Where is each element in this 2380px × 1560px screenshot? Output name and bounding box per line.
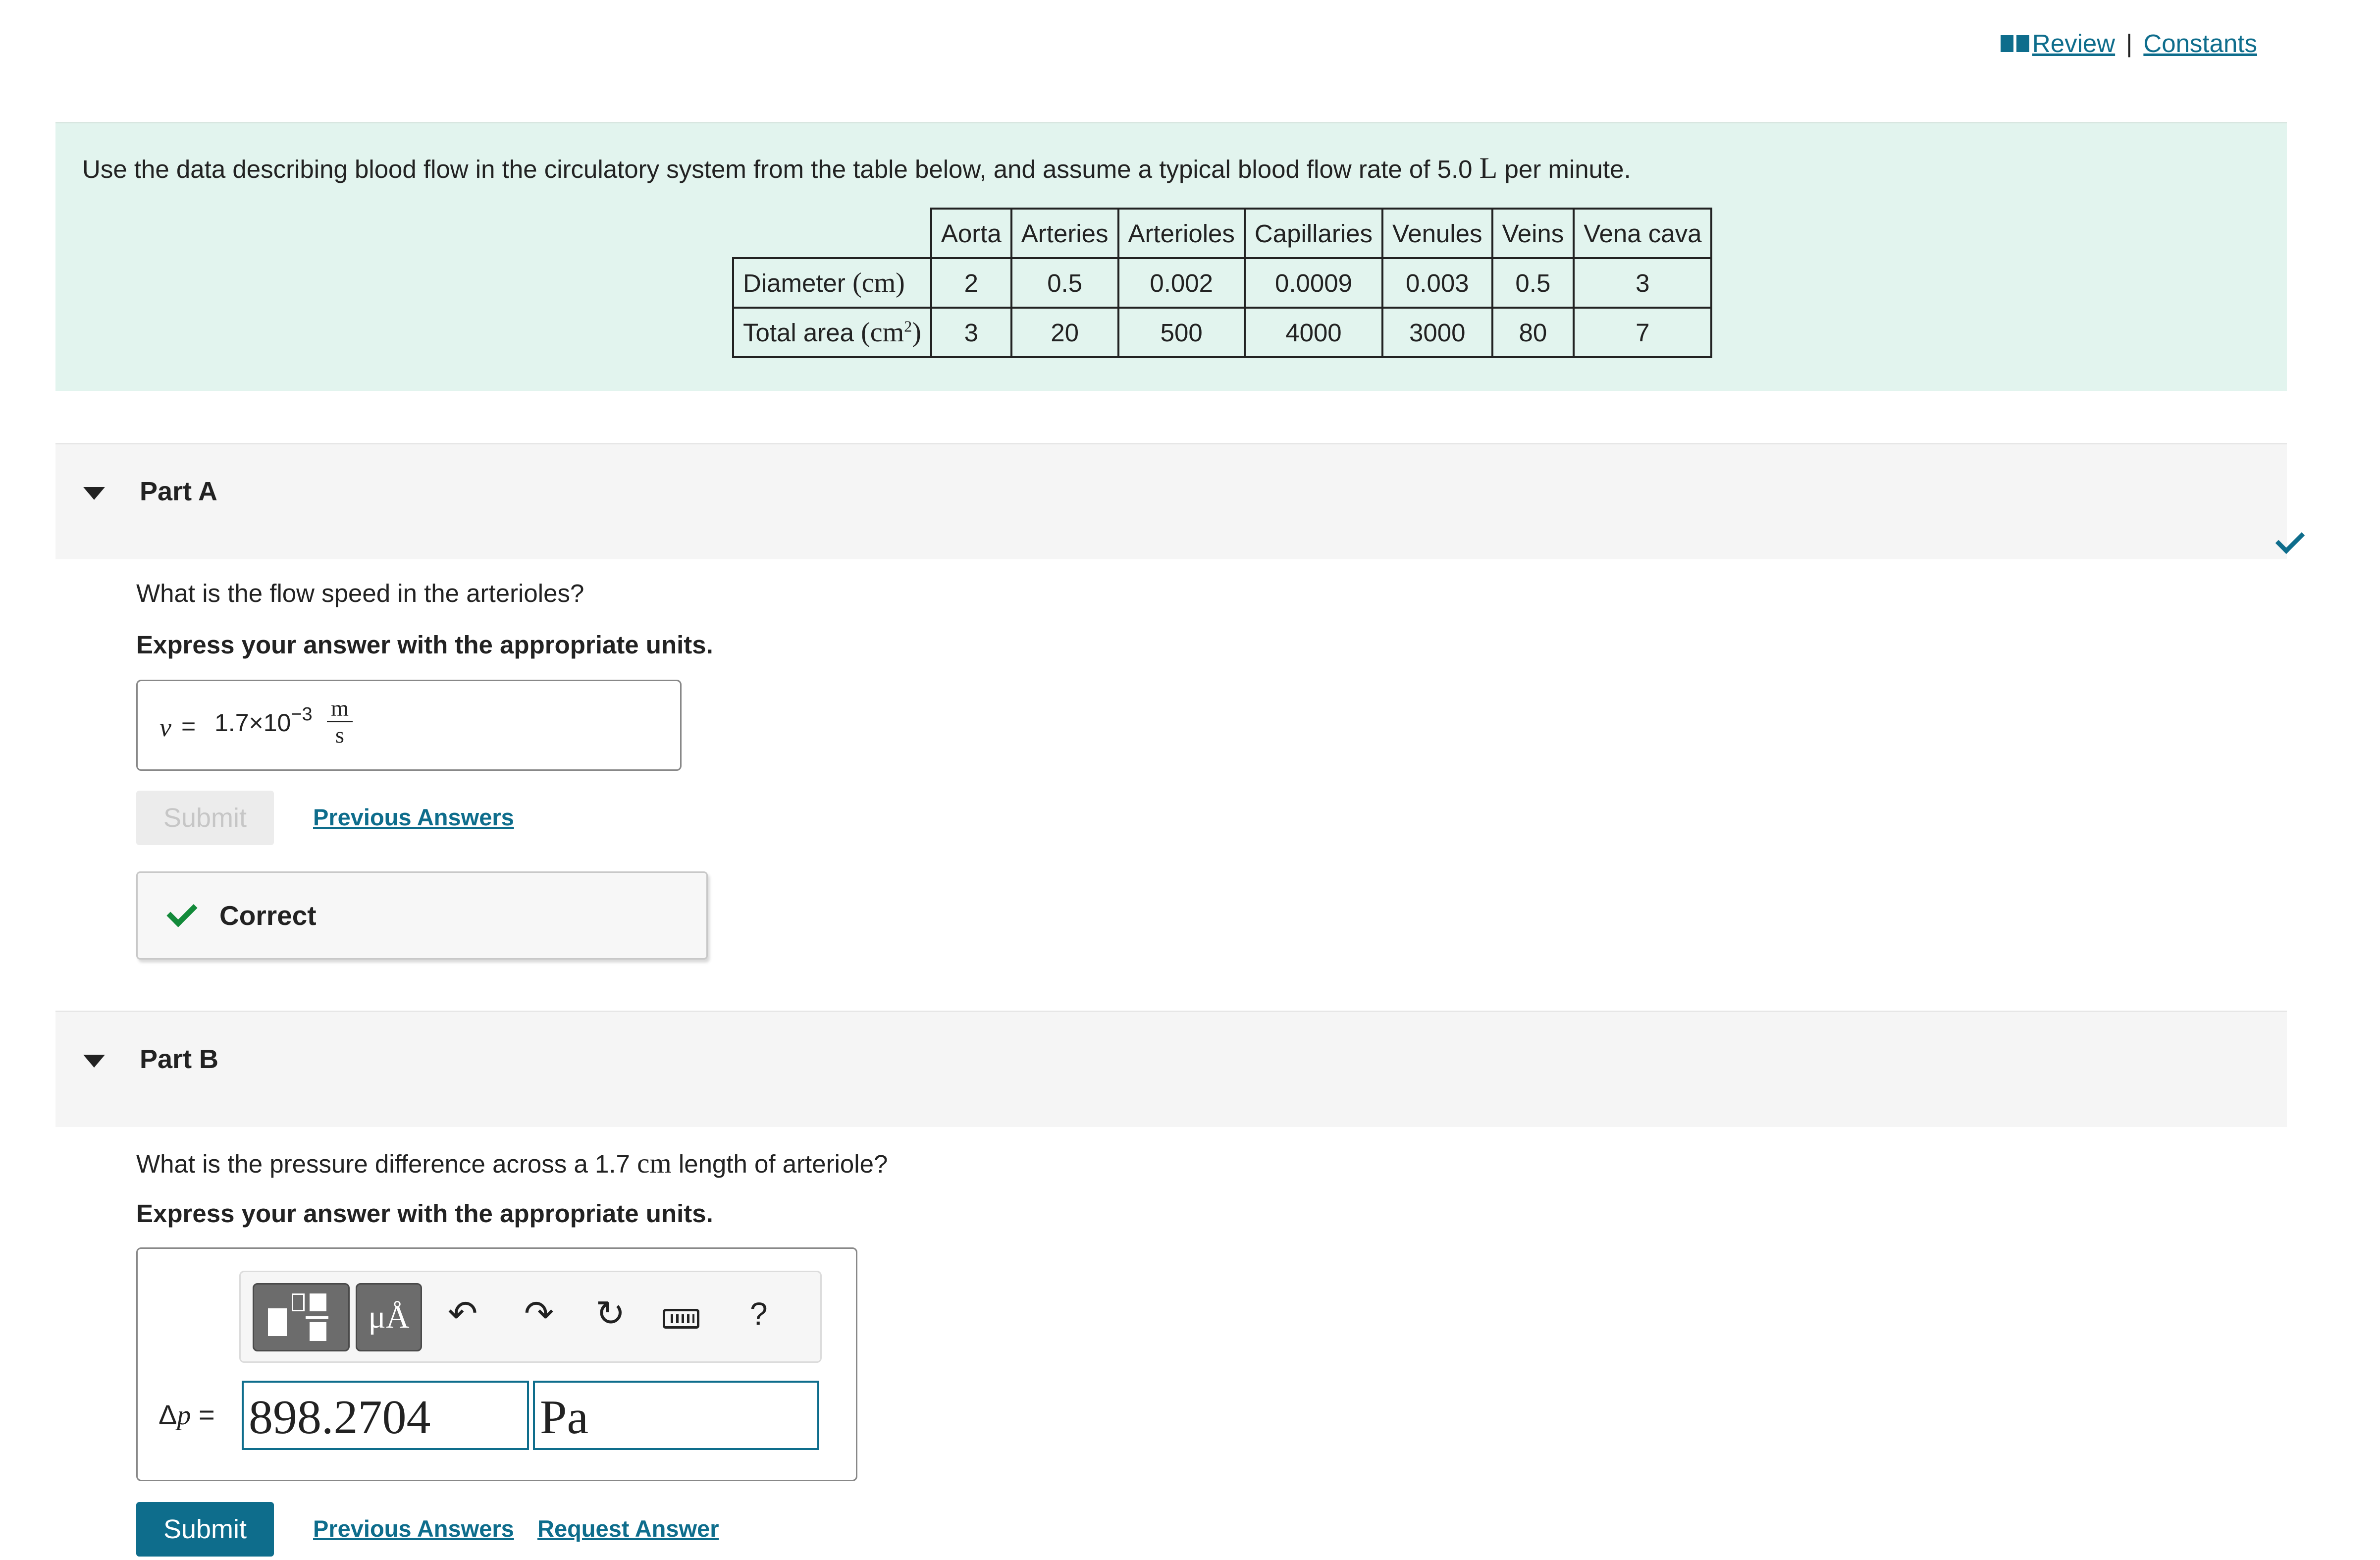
col-header: Vena cava: [1574, 209, 1711, 258]
template-fraction-bar-icon: [306, 1316, 328, 1319]
template-block-icon: [292, 1293, 305, 1311]
blood-flow-table: [732, 208, 1712, 358]
col-header: Arterioles: [1118, 209, 1245, 258]
intro-text-after: per minute.: [1504, 155, 1631, 183]
template-block-icon: [310, 1322, 326, 1341]
part-a-question: What is the flow speed in the arterioles?: [136, 579, 584, 607]
collapse-caret-icon[interactable]: [83, 1055, 105, 1068]
table-cell: 4000: [1245, 308, 1382, 357]
intro-text-before: Use the data describing blood flow in the circulatory system from the table below, and assume a typical blood flow rate of 5.0: [82, 155, 1473, 183]
collapse-caret-icon[interactable]: [83, 487, 105, 500]
part-b-answer-widget: [136, 1247, 857, 1481]
part-b-title: Part B: [140, 1044, 219, 1074]
row-unit: (cm): [852, 268, 905, 298]
table-cell: 3: [931, 308, 1011, 357]
unit-input[interactable]: Pa: [533, 1381, 819, 1450]
correct-check-icon: [166, 896, 197, 927]
answer-unit: [327, 696, 353, 748]
intro-text: [82, 151, 1631, 185]
table-cell: 500: [1118, 308, 1245, 357]
part-a-submit-button: Submit: [136, 791, 274, 845]
review-label: Review: [2032, 29, 2116, 57]
question-unit: cm: [637, 1148, 672, 1179]
table-cell: 0.5: [1492, 258, 1574, 308]
part-b-header[interactable]: [55, 1011, 2287, 1127]
table-cell: 0.0009: [1245, 258, 1382, 308]
part-a-header[interactable]: [55, 443, 2287, 559]
part-a-instruction: Express your answer with the appropriate units.: [136, 631, 713, 659]
row-unit-sup: 2: [904, 317, 912, 335]
row-unit: [861, 317, 921, 348]
row-header: [733, 258, 931, 308]
delta-symbol: Δ: [159, 1399, 177, 1430]
table-cell: 3: [1574, 258, 1711, 308]
question-text-after: length of arteriole?: [678, 1150, 888, 1178]
template-block-icon: [268, 1308, 287, 1336]
col-header: Capillaries: [1245, 209, 1382, 258]
part-a-answer-display: [136, 680, 682, 771]
completed-check-icon: [2275, 525, 2305, 554]
correct-feedback: [136, 871, 708, 960]
answer-variable-label: [159, 1399, 215, 1431]
answer-exponent: −3: [291, 704, 313, 725]
reset-icon[interactable]: ↻: [595, 1294, 626, 1334]
table-cell: 20: [1011, 308, 1118, 357]
table-cell: 3000: [1382, 308, 1492, 357]
part-a-title: Part A: [140, 477, 218, 506]
keyboard-icon[interactable]: [663, 1309, 699, 1329]
row-label: Total area: [743, 319, 854, 347]
part-b-submit-button[interactable]: Submit: [136, 1502, 274, 1557]
col-header: Arteries: [1011, 209, 1118, 258]
unit-denominator: s: [335, 722, 344, 748]
request-answer-link[interactable]: Request Answer: [537, 1515, 719, 1542]
book-icon: [2001, 35, 2029, 52]
value-input[interactable]: 898.2704: [242, 1381, 529, 1450]
part-b-instruction: Express your answer with the appropriate units.: [136, 1199, 713, 1228]
top-links: [2001, 29, 2257, 58]
table-corner: [733, 209, 931, 258]
answer-equals: =: [198, 1399, 215, 1430]
units-button[interactable]: μÅ: [356, 1283, 422, 1351]
answer-equals: =: [181, 712, 196, 740]
help-icon[interactable]: ?: [750, 1296, 768, 1332]
link-separator: |: [2126, 29, 2133, 57]
answer-variable: v: [159, 712, 171, 742]
table-cell: 0.002: [1118, 258, 1245, 308]
part-b-question: [136, 1147, 888, 1180]
correct-label: Correct: [219, 900, 317, 931]
row-unit-base: (cm: [861, 317, 904, 348]
table-row: [733, 258, 1711, 308]
undo-icon[interactable]: ↶: [448, 1294, 478, 1334]
part-b-previous-answers-link[interactable]: Previous Answers: [313, 1515, 514, 1542]
templates-button[interactable]: [253, 1283, 350, 1351]
table-cell: 0.5: [1011, 258, 1118, 308]
col-header: Veins: [1492, 209, 1574, 258]
part-a-previous-answers-link[interactable]: Previous Answers: [313, 804, 514, 830]
template-block-icon: [310, 1293, 326, 1311]
row-header: [733, 308, 931, 357]
redo-icon[interactable]: ↷: [524, 1294, 554, 1334]
math-toolbar: [239, 1271, 822, 1363]
variable-p: p: [177, 1400, 191, 1431]
table-cell: 0.003: [1382, 258, 1492, 308]
table-cell: 7: [1574, 308, 1711, 357]
question-text-before: What is the pressure difference across a 1.7: [136, 1150, 630, 1178]
table-cell: 80: [1492, 308, 1574, 357]
review-link[interactable]: [2001, 29, 2115, 58]
row-unit-close: ): [912, 317, 921, 348]
col-header: Aorta: [931, 209, 1011, 258]
unit-numerator: m: [327, 696, 353, 722]
table-row: [733, 308, 1711, 357]
constants-link[interactable]: Constants: [2143, 29, 2257, 57]
answer-value: [214, 704, 313, 737]
row-label: Diameter: [743, 269, 846, 297]
problem-intro: [55, 122, 2287, 391]
table-cell: 2: [931, 258, 1011, 308]
answer-mantissa: 1.7×10: [214, 709, 291, 737]
table-header-row: [733, 209, 1711, 258]
col-header: Venules: [1382, 209, 1492, 258]
intro-unit: L: [1479, 152, 1498, 184]
